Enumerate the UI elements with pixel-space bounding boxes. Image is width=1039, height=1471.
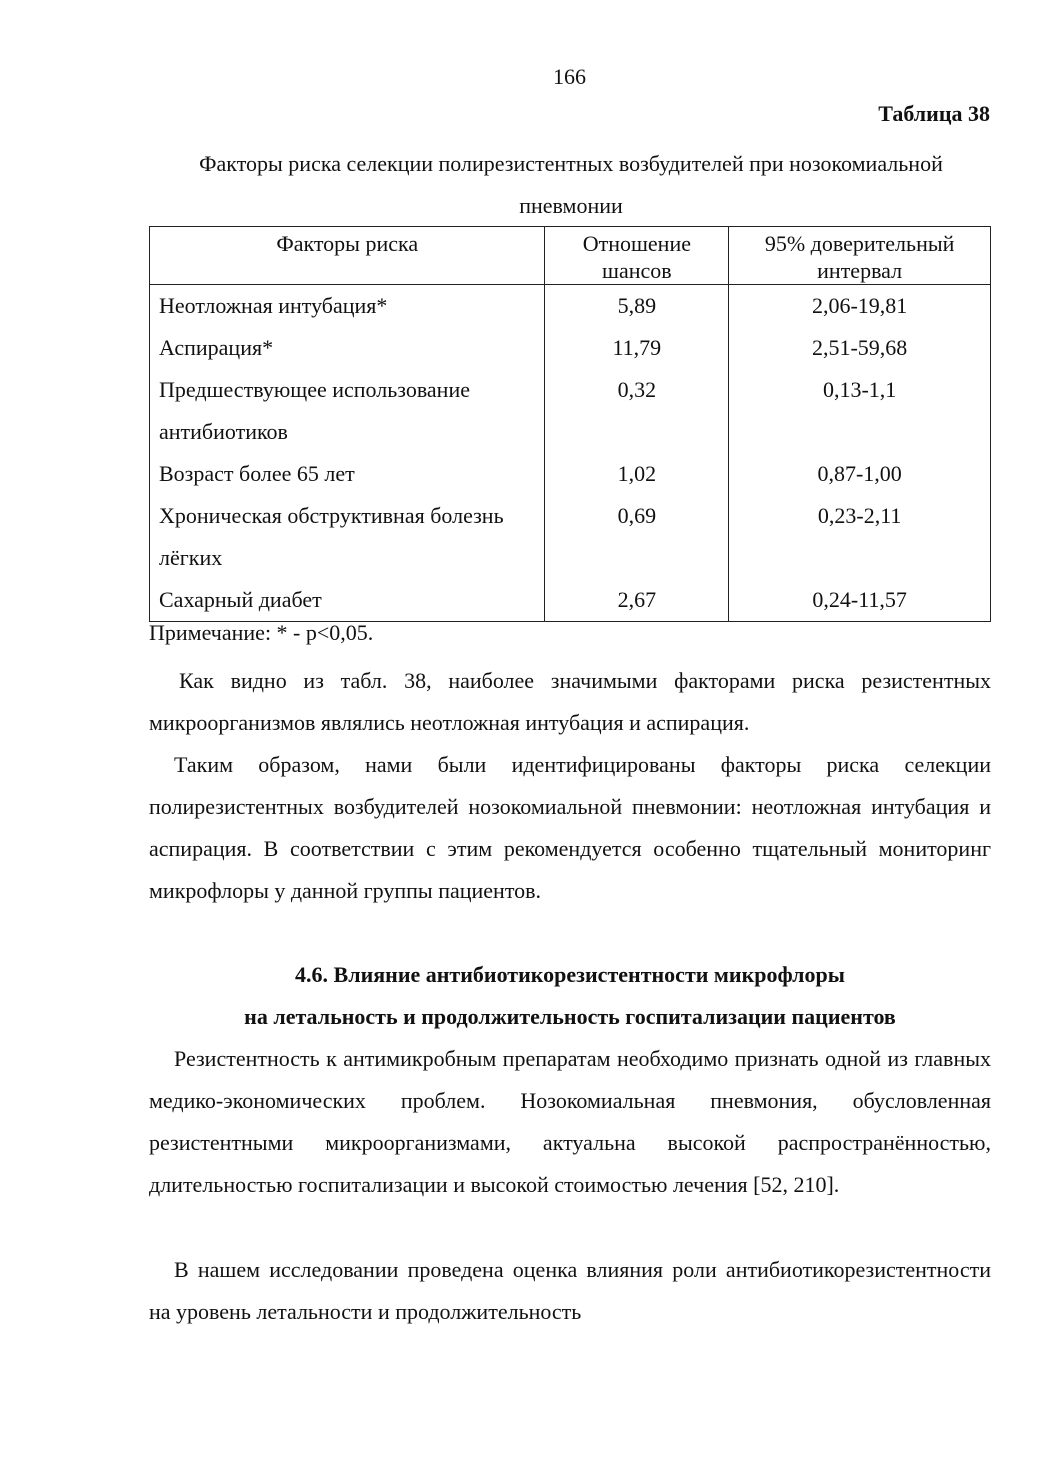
table-row [150, 369, 991, 453]
paragraph-table-conclusion: Как видно из табл. 38, наиболее значимыми факторами риска резистентных микроорганизмов являлись неотложная интубация и аспирация. [149, 668, 991, 735]
row-odds-ratio: 11,79 [545, 327, 729, 369]
row-factor: Сахарный диабет [150, 579, 545, 622]
paragraph-resistance: Резистентность к антимикробным препаратам необходимо признать одной из главных медико-экономических проблем. Нозокомиальная пневмония, обусловленная резистентными микроорганизмами, актуальна высокой распространённостью, длительностью госпитализации и высокой стоимостью лечения [52, 210]. [149, 1046, 991, 1197]
table-row [150, 495, 991, 579]
header-risk-factors: Факторы риска [150, 227, 545, 285]
table-note: Примечание: * - р<0,05. [149, 620, 374, 645]
row-factor: Возраст более 65 лет [150, 453, 545, 495]
table-row [150, 579, 991, 622]
row-odds-ratio: 2,67 [545, 579, 729, 622]
section-heading-line-2: на летальность и продолжительность госпитализации пациентов [244, 1004, 896, 1029]
row-factor: Предшествующее использование антибиотиков [150, 369, 545, 453]
row-interval: 0,24-11,57 [729, 579, 991, 622]
table-row [150, 327, 991, 369]
paragraph-study: В нашем исследовании проведена оценка влияния роли антибиотикорезистентности на уровень летальности и продолжительность [149, 1257, 991, 1324]
table-row [150, 285, 991, 328]
row-odds-ratio: 0,69 [545, 495, 729, 579]
row-interval: 0,13-1,1 [729, 369, 991, 453]
header-odds-ratio: Отношение шансов [545, 227, 729, 285]
row-interval: 0,23-2,11 [729, 495, 991, 579]
section-heading-line-1: 4.6. Влияние антибиотикорезистентности микрофлоры [295, 962, 845, 987]
row-factor: Аспирация* [150, 327, 545, 369]
table-row [150, 453, 991, 495]
table-header-row [150, 227, 991, 285]
row-interval: 0,87-1,00 [729, 453, 991, 495]
header-confidence-interval: 95% доверительный интервал [729, 227, 991, 285]
row-factor: Неотложная интубация* [150, 285, 545, 328]
table-caption: Факторы риска селекции полирезистентных возбудителей при нозокомиальной пневмонии [199, 151, 943, 218]
row-factor: Хроническая обструктивная болезнь лёгких [150, 495, 545, 579]
risk-factors-table [149, 226, 991, 622]
row-odds-ratio: 1,02 [545, 453, 729, 495]
page-number: 166 [553, 64, 586, 89]
paragraph-summary: Таким образом, нами были идентифицированы факторы риска селекции полирезистентных возбудителей нозокомиальной пневмонии: неотложная интубация и аспирация. В соответствии с этим рекомендуется особенно тщательный мониторинг микрофлоры у данной группы пациентов. [149, 752, 991, 903]
row-interval: 2,51-59,68 [729, 327, 991, 369]
row-interval: 2,06-19,81 [729, 285, 991, 328]
table-label: Таблица 38 [878, 101, 990, 126]
row-odds-ratio: 5,89 [545, 285, 729, 328]
section-heading [149, 954, 991, 1038]
row-odds-ratio: 0,32 [545, 369, 729, 453]
